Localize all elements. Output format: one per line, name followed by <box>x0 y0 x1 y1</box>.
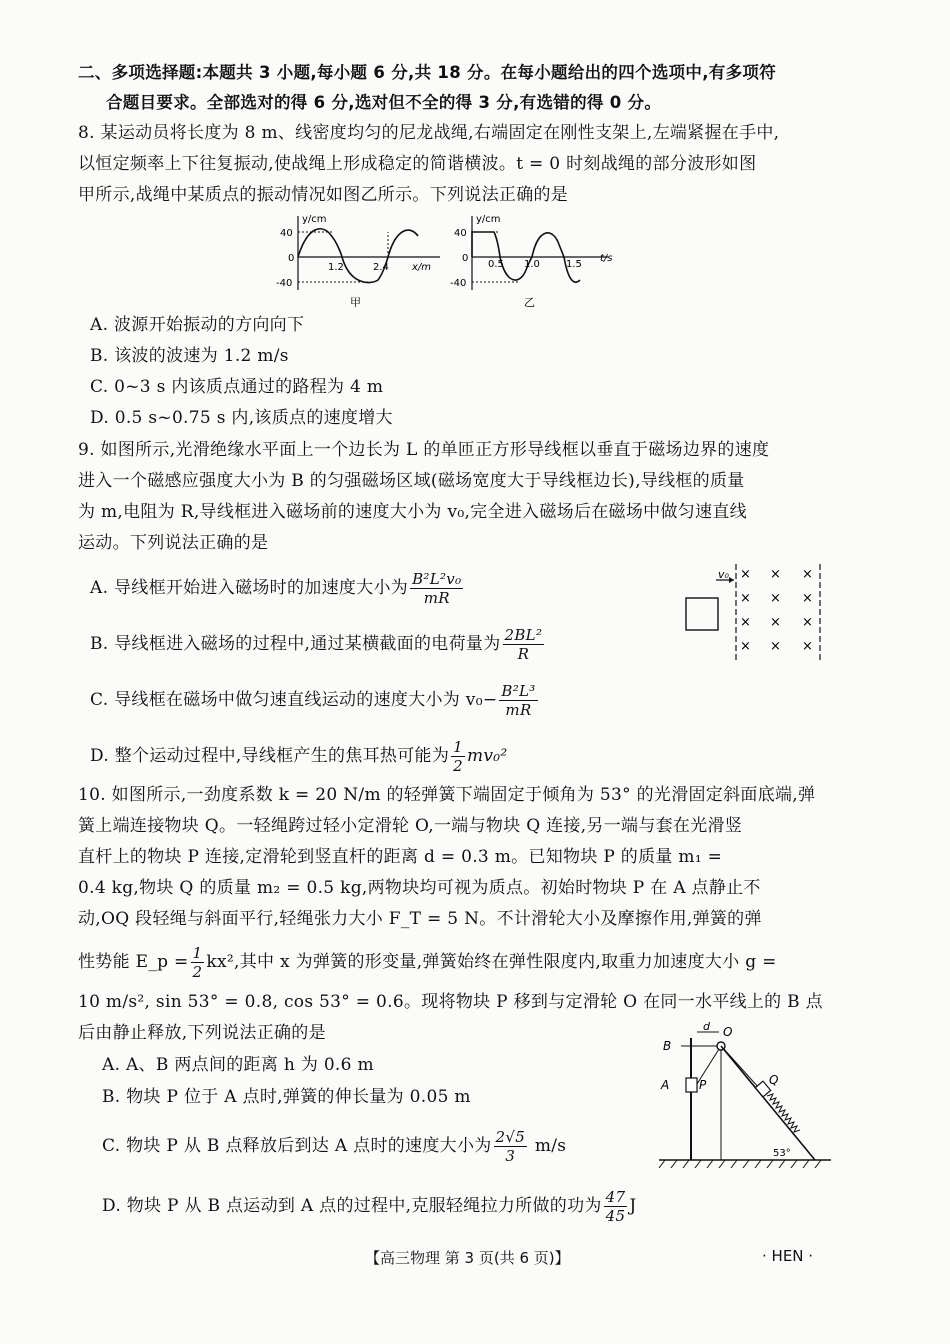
q10-option-c: C. 物块 P 从 B 点释放后到达 A 点时的速度大小为 $\frac{2√5}{3}$ m/s <box>102 1128 567 1165</box>
q10-ep-fraction: $\frac{1}{2}$ <box>192 944 203 981</box>
yi-ybot: -40 <box>450 278 467 289</box>
svg-text:×: × <box>802 639 813 654</box>
svg-text:×: × <box>802 591 813 606</box>
q9-stem-line3: 为 m,电阻为 R,导线框进入磁场前的速度大小为 v₀,完全进入磁场后在磁场中做匀速直线 <box>78 502 747 522</box>
label-a: A <box>661 1078 670 1092</box>
q10-d-fraction: $\frac{47}{45}$ <box>605 1188 626 1225</box>
svg-text:×: × <box>770 567 781 582</box>
q8-option-b: B. 该波的波速为 1.2 m/s <box>90 346 289 366</box>
q9-a-fraction: $\frac{\text{B²L²v₀}}{mR}$ <box>412 570 462 607</box>
rope-op <box>697 1049 719 1084</box>
ground-hatch <box>659 1160 821 1168</box>
q9-d-fraction: $\frac{1}{2}$ <box>453 738 463 775</box>
svg-text:×: × <box>770 615 781 630</box>
label-q: Q <box>769 1073 779 1087</box>
label-angle: 53° <box>773 1148 791 1159</box>
yi-tlabel: t/s <box>600 253 613 264</box>
jia-xlabel: x/m <box>412 262 432 273</box>
q10-stem-line2: 簧上端连接物块 Q。一轻绳跨过轻小定滑轮 O,一端与物块 Q 连接,另一端与套在光滑竖 <box>78 816 743 836</box>
svg-text:×: × <box>740 639 751 654</box>
q8-stem-line1: 8. 某运动员将长度为 8 m、线密度均匀的尼龙战绳,右端固定在刚性支架上,左端紧握在手中, <box>78 123 780 143</box>
label-b: B <box>663 1039 672 1053</box>
wire-frame-square <box>686 598 718 630</box>
jia-ytop: 40 <box>280 228 293 239</box>
q9-option-d: D. 整个运动过程中,导线框产生的焦耳热可能为 $\frac{1}{2}$ mv₀² <box>90 738 508 775</box>
q9-c-fraction: $\frac{\text{B²L³}}{mR}$ <box>501 682 536 719</box>
q8-option-a: A. 波源开始振动的方向向下 <box>90 315 305 335</box>
field-crosses <box>740 567 813 654</box>
svg-text:×: × <box>770 639 781 654</box>
jia-yzero: 0 <box>288 253 295 264</box>
q10-stem-line1: 10. 如图所示,一劲度系数 k = 20 N/m 的轻弹簧下端固定于倾角为 53° 的光滑固定斜面底端,弹 <box>78 785 816 805</box>
incline <box>721 1046 815 1160</box>
yi-caption: 乙 <box>524 296 535 309</box>
rope-oq <box>723 1048 759 1088</box>
spring <box>767 1094 800 1132</box>
label-d: d <box>703 1022 710 1033</box>
section-header-line1: 二、多项选择题:本题共 3 小题,每小题 6 分,共 18 分。在每小题给出的四个选项中,有多项符 <box>78 63 776 82</box>
q10-stem-line4: 0.4 kg,物块 Q 的质量 m₂ = 0.5 kg,两物块均可视为质点。初始时物块 P 在 A 点静止不 <box>78 878 761 898</box>
q9-b-fraction: $\frac{\text{2BL²}}{R}$ <box>504 626 543 663</box>
q9-figure-magnetic-field <box>680 562 830 666</box>
footer-code: · HEN · <box>762 1247 814 1265</box>
q10-stem-line7: 10 m/s², sin 53° = 0.8, cos 53° = 0.6。现将物块 P 移到与定滑轮 O 在同一水平线上的 B 点 <box>78 992 823 1012</box>
yi-yzero: 0 <box>462 253 469 264</box>
q8-figure-yi <box>448 210 628 310</box>
q9-option-c: C. 导线框在磁场中做匀速直线运动的速度大小为 v₀− $\frac{\text{B²L³}}{mR}$ <box>90 682 536 719</box>
svg-text:×: × <box>770 591 781 606</box>
footer-page-info: 【高三物理 第 3 页(共 6 页)】 <box>365 1249 570 1267</box>
q10-stem-line3: 直杆上的物块 P 连接,定滑轮到竖直杆的距离 d = 0.3 m。已知物块 P 的质量 m₁ = <box>78 847 723 867</box>
q10-option-d: D. 物块 P 从 B 点运动到 A 点的过程中,克服轻绳拉力所做的功为 $\frac{47}{45}$ J <box>102 1188 637 1225</box>
svg-text:×: × <box>740 591 751 606</box>
svg-text:×: × <box>802 615 813 630</box>
q9-stem-line4: 运动。下列说法正确的是 <box>78 533 269 553</box>
q10-stem-line6: 性势能 E_p = $\frac{1}{2}$ kx²,其中 x 为弹簧的形变量,弹簧始终在弹性限度内,取重力加速度大小 g = <box>78 944 777 981</box>
q8-figure-jia <box>270 210 450 310</box>
q9-option-a: A. 导线框开始进入磁场时的加速度大小为 $\frac{\text{B²L²v₀}}{mR}$ <box>90 570 462 607</box>
jia-ylabel: y/cm <box>302 214 327 225</box>
yi-t1: 0.5 <box>488 259 504 270</box>
q9-stem-line2: 进入一个磁感应强度大小为 B 的匀强磁场区域(磁场宽度大于导线框边长),导线框的质量 <box>78 471 745 491</box>
q10-figure-pulley-spring <box>655 1022 835 1172</box>
q8-option-d: D. 0.5 s~0.75 s 内,该质点的速度增大 <box>90 408 393 428</box>
q10-c-fraction: $\frac{2√5}{3}$ <box>495 1128 526 1165</box>
jia-x2: 2.4 <box>373 262 389 273</box>
svg-text:×: × <box>802 567 813 582</box>
q9-option-b: B. 导线框进入磁场的过程中,通过某横截面的电荷量为 $\frac{\text{2BL²}}{R}$ <box>90 626 543 663</box>
q10-stem-line8: 后由静止释放,下列说法正确的是 <box>78 1023 326 1043</box>
yi-t2: 1.0 <box>524 259 540 270</box>
q8-stem-line2: 以恒定频率上下往复振动,使战绳上形成稳定的简谐横波。t = 0 时刻战绳的部分波形如图 <box>78 154 757 174</box>
yi-ylabel: y/cm <box>476 214 501 225</box>
q10-option-b: B. 物块 P 位于 A 点时,弹簧的伸长量为 0.05 m <box>102 1087 471 1107</box>
block-p <box>686 1078 697 1092</box>
velocity-label: v₀ <box>718 568 729 581</box>
label-o: O <box>723 1025 733 1039</box>
q8-option-c: C. 0~3 s 内该质点通过的路程为 4 m <box>90 377 384 397</box>
q9-stem-line1: 9. 如图所示,光滑绝缘水平面上一个边长为 L 的单匝正方形导线框以垂直于磁场边界的速度 <box>78 440 770 460</box>
yi-t3: 1.5 <box>566 259 582 270</box>
jia-caption: 甲 <box>350 296 361 309</box>
jia-ybot: -40 <box>276 278 293 289</box>
svg-text:×: × <box>740 615 751 630</box>
jia-x1: 1.2 <box>328 262 344 273</box>
q8-stem-line3: 甲所示,战绳中某质点的振动情况如图乙所示。下列说法正确的是 <box>78 185 569 205</box>
label-p: P <box>699 1078 707 1092</box>
svg-text:×: × <box>740 567 751 582</box>
yi-ytop: 40 <box>454 228 467 239</box>
q10-stem-line5: 动,OQ 段轻绳与斜面平行,轻绳张力大小 F_T = 5 N。不计滑轮大小及摩擦作用,弹簧的弹 <box>78 909 762 929</box>
q10-option-a: A. A、B 两点间的距离 h 为 0.6 m <box>102 1055 374 1075</box>
section-header-line2: 合题目要求。全部选对的得 6 分,选对但不全的得 3 分,有选错的得 0 分。 <box>106 93 662 112</box>
jia-wave-curve <box>298 229 418 283</box>
